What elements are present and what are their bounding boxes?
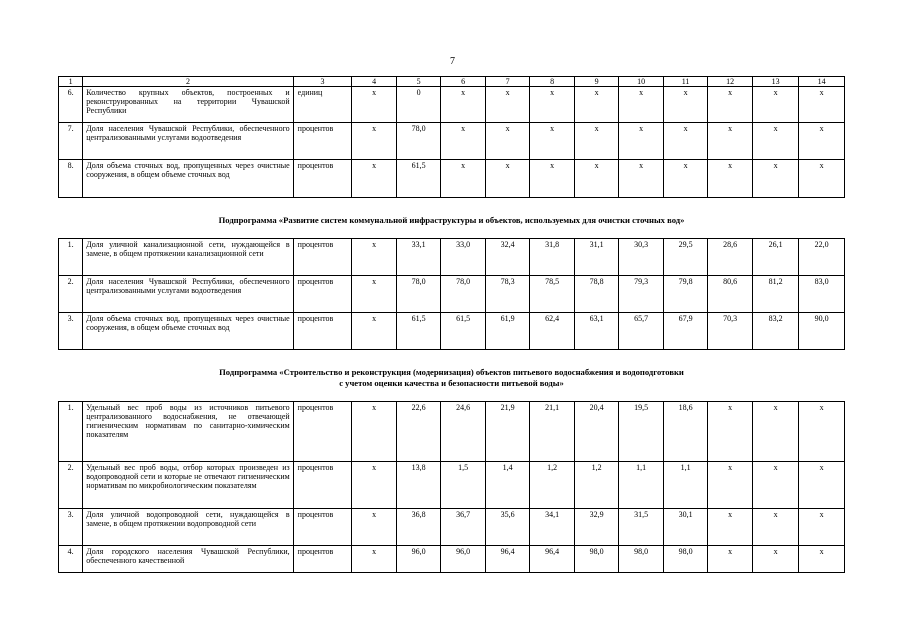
value-cell: 83,2 — [752, 313, 799, 350]
value-cell: x — [752, 462, 799, 509]
value-cell: 24,6 — [441, 402, 486, 462]
value-cell: x — [441, 87, 486, 123]
value-cell: x — [752, 123, 799, 160]
value-cell: x — [752, 546, 799, 573]
value-cell: x — [799, 123, 845, 160]
value-cell: x — [708, 509, 753, 546]
indicator-name-cell: Доля объема сточных вод, пропущенных через очистные сооружения, в общем объеме сточных вод — [83, 313, 293, 350]
value-cell: x — [708, 160, 753, 198]
subprogram-heading-water-line2: с учетом оценки качества и безопасности питьевой воды» — [339, 378, 564, 388]
value-cell: x — [752, 509, 799, 546]
value-cell: 78,3 — [485, 276, 530, 313]
value-cell: x — [352, 509, 397, 546]
column-number-cell: 13 — [752, 77, 799, 87]
value-cell: 21,1 — [530, 402, 575, 462]
value-cell: 63,1 — [574, 313, 619, 350]
value-cell: x — [799, 402, 845, 462]
value-cell: 65,7 — [619, 313, 664, 350]
column-number-cell: 2 — [83, 77, 293, 87]
value-cell: 98,0 — [574, 546, 619, 573]
indicator-name-cell: Удельный вес проб воды, отбор которых произведен из водопроводной сети и которые не отвечают гигиеническим нормативам по микробиологическим показателям — [83, 462, 293, 509]
row-number-cell: 7. — [59, 123, 83, 160]
unit-cell: процентов — [293, 402, 352, 462]
value-cell: 98,0 — [619, 546, 664, 573]
value-cell: x — [352, 123, 397, 160]
value-cell: 81,2 — [752, 276, 799, 313]
indicator-name-cell: Доля объема сточных вод, пропущенных через очистные сооружения, в общем объеме сточных вод — [83, 160, 293, 198]
value-cell: 1,1 — [619, 462, 664, 509]
value-cell: 78,8 — [574, 276, 619, 313]
value-cell: x — [619, 123, 664, 160]
indicator-name-cell: Доля уличной канализационной сети, нуждающейся в замене, в общем протяжении канализационной сети — [83, 239, 293, 276]
value-cell: x — [663, 160, 708, 198]
value-cell: x — [752, 87, 799, 123]
value-cell: 20,4 — [574, 402, 619, 462]
column-number-cell: 14 — [799, 77, 845, 87]
table-row — [59, 276, 845, 313]
value-cell: x — [352, 276, 397, 313]
value-cell: 32,9 — [574, 509, 619, 546]
value-cell: 70,3 — [708, 313, 753, 350]
value-cell: x — [352, 313, 397, 350]
row-number-cell: 6. — [59, 87, 83, 123]
table-row — [59, 313, 845, 350]
column-number-cell: 1 — [59, 77, 83, 87]
value-cell: x — [352, 87, 397, 123]
value-cell: 31,8 — [530, 239, 575, 276]
value-cell: 67,9 — [663, 313, 708, 350]
value-cell: 35,6 — [485, 509, 530, 546]
value-cell: 80,6 — [708, 276, 753, 313]
value-cell: 90,0 — [799, 313, 845, 350]
table-row — [59, 462, 845, 509]
row-number-cell: 8. — [59, 160, 83, 198]
value-cell: 31,1 — [574, 239, 619, 276]
value-cell: x — [352, 239, 397, 276]
subprogram-heading-water-line1: Подпрограмма «Строительство и реконструкция (модернизация) объектов питьевого водоснабжения и водоподготовки — [219, 367, 684, 377]
indicators-table-water — [58, 401, 845, 573]
value-cell: 79,3 — [619, 276, 664, 313]
value-cell: x — [708, 123, 753, 160]
value-cell: 98,0 — [663, 546, 708, 573]
value-cell: 1,2 — [574, 462, 619, 509]
value-cell: x — [663, 123, 708, 160]
value-cell: 34,1 — [530, 509, 575, 546]
value-cell: 96,4 — [530, 546, 575, 573]
value-cell: 96,0 — [441, 546, 486, 573]
value-cell: 21,9 — [485, 402, 530, 462]
value-cell: x — [708, 402, 753, 462]
value-cell: 32,4 — [485, 239, 530, 276]
value-cell: 13,8 — [396, 462, 441, 509]
value-cell: 26,1 — [752, 239, 799, 276]
subprogram-heading-water — [58, 367, 845, 389]
indicator-name-cell: Доля населения Чувашской Республики, обеспеченного централизованными услугами водоотведения — [83, 123, 293, 160]
value-cell: x — [799, 509, 845, 546]
column-number-cell: 10 — [619, 77, 664, 87]
value-cell: 36,7 — [441, 509, 486, 546]
indicator-name-cell: Удельный вес проб воды из источников питьевого централизованного водоснабжения, не отвечающей гигиеническим нормативам по санитарно-химическим показателям — [83, 402, 293, 462]
indicator-name-cell: Доля городского населения Чувашской Республики, обеспеченного качественной — [83, 546, 293, 573]
value-cell: x — [441, 123, 486, 160]
value-cell: x — [799, 87, 845, 123]
value-cell: 78,0 — [396, 276, 441, 313]
value-cell: x — [574, 123, 619, 160]
column-number-cell: 3 — [293, 77, 352, 87]
column-number-cell: 7 — [485, 77, 530, 87]
column-number-cell: 8 — [530, 77, 575, 87]
value-cell: 78,0 — [396, 123, 441, 160]
table-row — [59, 160, 845, 198]
value-cell: 62,4 — [530, 313, 575, 350]
value-cell: x — [485, 123, 530, 160]
value-cell: 1,2 — [530, 462, 575, 509]
indicator-name-cell: Доля уличной водопроводной сети, нуждающейся в замене, в общем протяжении водопроводной сети — [83, 509, 293, 546]
value-cell: 1,1 — [663, 462, 708, 509]
value-cell: x — [530, 87, 575, 123]
row-number-cell: 1. — [59, 402, 83, 462]
row-number-cell: 4. — [59, 546, 83, 573]
row-number-cell: 1. — [59, 239, 83, 276]
value-cell: 61,9 — [485, 313, 530, 350]
value-cell: x — [352, 402, 397, 462]
table-row — [59, 546, 845, 573]
row-number-cell: 3. — [59, 313, 83, 350]
value-cell: x — [485, 160, 530, 198]
value-cell: x — [441, 160, 486, 198]
value-cell: 78,0 — [441, 276, 486, 313]
value-cell: x — [352, 546, 397, 573]
unit-cell: единиц — [293, 87, 352, 123]
row-number-cell: 3. — [59, 509, 83, 546]
value-cell: 28,6 — [708, 239, 753, 276]
value-cell: 61,5 — [396, 160, 441, 198]
value-cell: 79,8 — [663, 276, 708, 313]
value-cell: 29,5 — [663, 239, 708, 276]
value-cell: 78,5 — [530, 276, 575, 313]
value-cell: 83,0 — [799, 276, 845, 313]
value-cell: 30,3 — [619, 239, 664, 276]
unit-cell: процентов — [293, 313, 352, 350]
value-cell: x — [799, 462, 845, 509]
value-cell: 96,4 — [485, 546, 530, 573]
value-cell: 22,6 — [396, 402, 441, 462]
column-number-cell: 11 — [663, 77, 708, 87]
unit-cell: процентов — [293, 546, 352, 573]
value-cell: x — [485, 87, 530, 123]
unit-cell: процентов — [293, 123, 352, 160]
value-cell: x — [530, 160, 575, 198]
column-number-cell: 5 — [396, 77, 441, 87]
value-cell: x — [708, 462, 753, 509]
value-cell: x — [799, 546, 845, 573]
value-cell: 30,1 — [663, 509, 708, 546]
indicators-table-sewage — [58, 238, 845, 350]
value-cell: x — [619, 160, 664, 198]
value-cell: 36,8 — [396, 509, 441, 546]
value-cell: x — [799, 160, 845, 198]
value-cell: x — [752, 402, 799, 462]
table-row — [59, 402, 845, 462]
value-cell: x — [574, 160, 619, 198]
value-cell: 1,5 — [441, 462, 486, 509]
table-row — [59, 239, 845, 276]
column-number-cell: 9 — [574, 77, 619, 87]
value-cell: x — [530, 123, 575, 160]
value-cell: 22,0 — [799, 239, 845, 276]
unit-cell: процентов — [293, 462, 352, 509]
value-cell: 61,5 — [441, 313, 486, 350]
unit-cell: процентов — [293, 276, 352, 313]
indicators-table-top — [58, 76, 845, 198]
row-number-cell: 2. — [59, 462, 83, 509]
value-cell: 0 — [396, 87, 441, 123]
column-number-cell: 12 — [708, 77, 753, 87]
value-cell: 1,4 — [485, 462, 530, 509]
subprogram-heading-sewage: Подпрограмма «Развитие систем коммунальной инфраструктуры и объектов, используемых для очистки сточных вод» — [218, 215, 685, 225]
value-cell: x — [708, 546, 753, 573]
value-cell: x — [619, 87, 664, 123]
indicator-name-cell: Доля населения Чувашской Республики, обеспеченного централизованными услугами водоотведения — [83, 276, 293, 313]
column-number-cell: 4 — [352, 77, 397, 87]
value-cell: 19,5 — [619, 402, 664, 462]
value-cell: x — [663, 87, 708, 123]
page-number: 7 — [450, 56, 455, 67]
value-cell: 18,6 — [663, 402, 708, 462]
table-row — [59, 123, 845, 160]
column-number-row — [59, 77, 845, 87]
value-cell: x — [752, 160, 799, 198]
column-number-cell: 6 — [441, 77, 486, 87]
indicator-name-cell: Количество крупных объектов, построенных и реконструированных на территории Чувашской Республики — [83, 87, 293, 123]
value-cell: x — [352, 160, 397, 198]
unit-cell: процентов — [293, 509, 352, 546]
table-row — [59, 509, 845, 546]
row-number-cell: 2. — [59, 276, 83, 313]
value-cell: x — [708, 87, 753, 123]
value-cell: 96,0 — [396, 546, 441, 573]
value-cell: 31,5 — [619, 509, 664, 546]
value-cell: 33,0 — [441, 239, 486, 276]
unit-cell: процентов — [293, 239, 352, 276]
value-cell: x — [352, 462, 397, 509]
unit-cell: процентов — [293, 160, 352, 198]
value-cell: 61,5 — [396, 313, 441, 350]
value-cell: 33,1 — [396, 239, 441, 276]
value-cell: x — [574, 87, 619, 123]
table-row — [59, 87, 845, 123]
